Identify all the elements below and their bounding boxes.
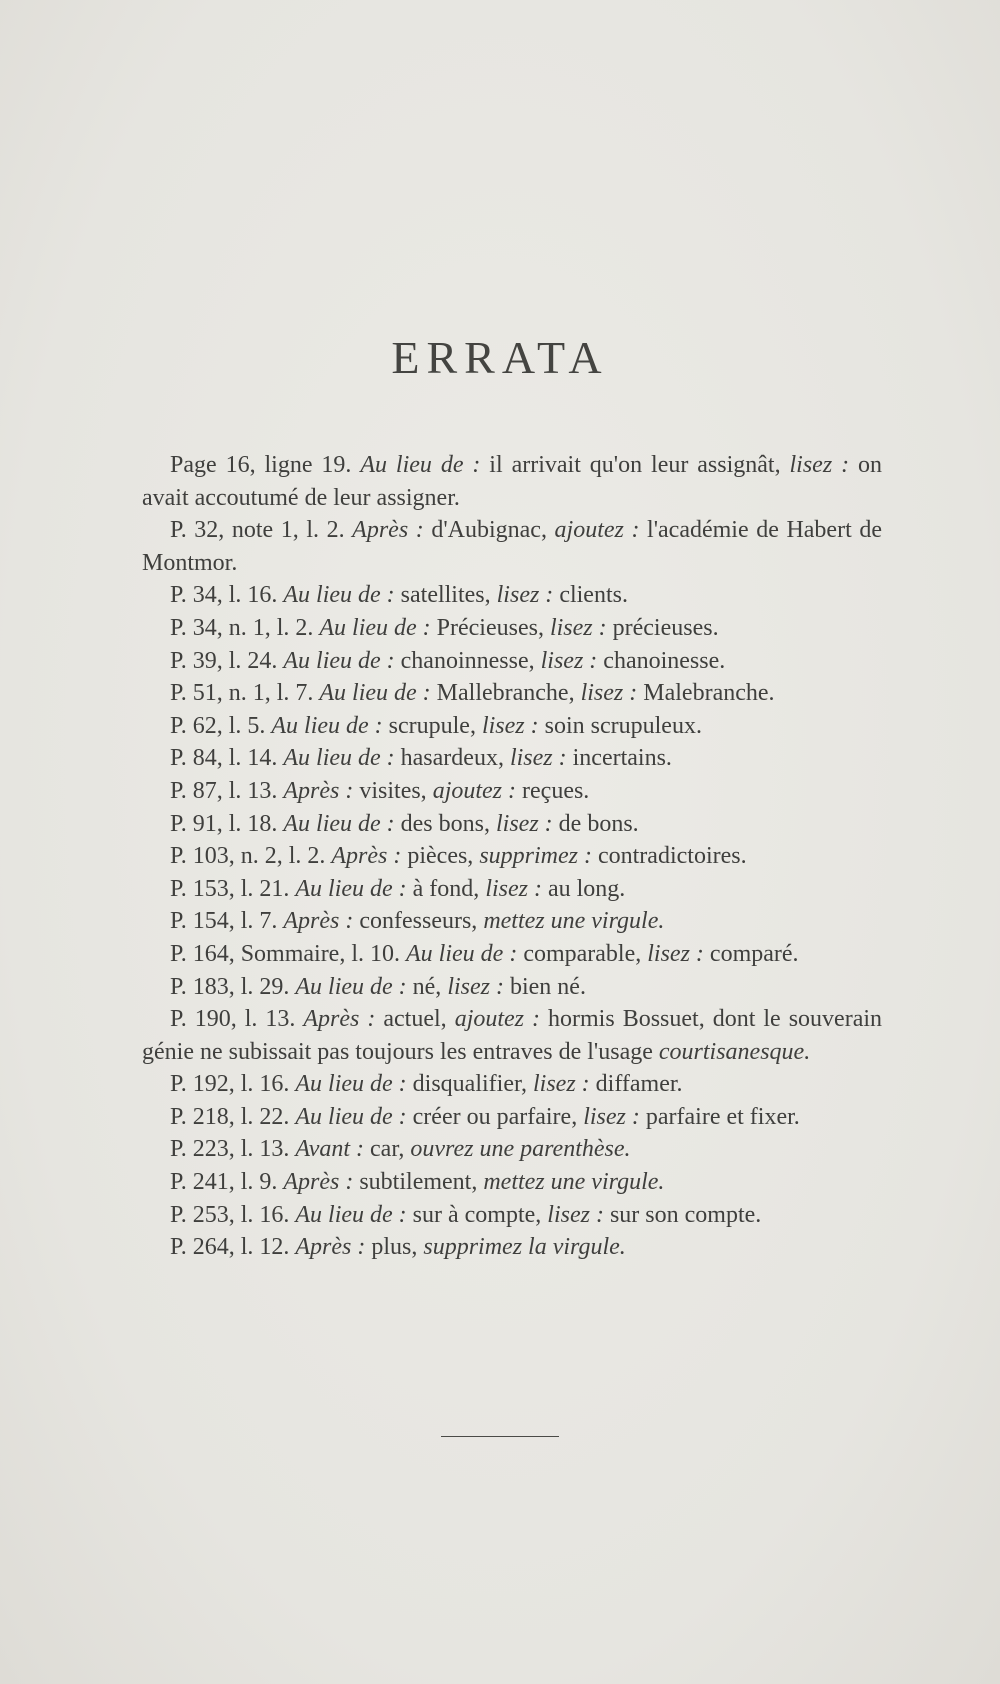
errata-text: satellites, (394, 582, 497, 609)
errata-text: P. 34, l. 16. (170, 582, 284, 609)
errata-text: P. 153, l. 21. (170, 875, 296, 902)
errata-text: P. 62, l. 5. (170, 712, 272, 739)
errata-text: P. 192, l. 16. (170, 1071, 296, 1098)
errata-entry (142, 645, 882, 678)
errata-text: créer ou parfaire, (406, 1103, 584, 1130)
errata-list (142, 449, 882, 1264)
errata-instruction: Après : (283, 1169, 354, 1196)
closing-rule (441, 1436, 559, 1437)
errata-text: chanoinesse. (597, 647, 726, 674)
errata-instruction: courtisanesque. (658, 1038, 811, 1065)
errata-instruction: lisez : (789, 452, 850, 478)
errata-text: visites, (353, 777, 433, 804)
errata-text: l'académie de Habert de Montmor. (142, 517, 882, 576)
errata-instruction: Au lieu de : (295, 973, 407, 1000)
errata-entry (142, 938, 882, 971)
errata-entry (142, 677, 882, 710)
errata-text: P. 91, l. 18. (170, 810, 284, 837)
errata-instruction: Après : (331, 843, 402, 870)
errata-text: P. 218, l. 22. (170, 1103, 296, 1130)
errata-instruction: Au lieu de : (295, 875, 407, 902)
errata-text: contradictoires. (591, 843, 747, 870)
errata-instruction: Au lieu de : (319, 680, 431, 707)
errata-text: P. 253, l. 16. (170, 1201, 296, 1228)
errata-text: chanoinnesse, (394, 647, 541, 674)
errata-entry (142, 710, 882, 743)
errata-instruction: Au lieu de : (406, 940, 518, 967)
errata-entry (142, 905, 882, 938)
errata-text: P. 34, n. 1, l. 2. (170, 614, 320, 641)
errata-entry (142, 1166, 882, 1199)
errata-text: il arrivait qu'on leur assignât, (480, 452, 790, 478)
errata-instruction: Au lieu de : (295, 1201, 407, 1228)
errata-text: Malebranche. (637, 680, 775, 707)
errata-text: soin scrupuleux. (538, 712, 702, 739)
errata-text: on avait accoutumé de leur assigner. (142, 452, 883, 511)
errata-entry (142, 1003, 882, 1068)
errata-instruction: lisez : (549, 614, 607, 641)
errata-instruction: supprimez : (479, 843, 592, 870)
errata-entry (142, 514, 882, 579)
errata-entry (142, 971, 882, 1004)
errata-text: disqualifier, (406, 1071, 533, 1098)
errata-text: P. 164, Sommaire, l. 10. (170, 940, 407, 967)
errata-text: comparable, (517, 940, 648, 967)
errata-text: d'Aubignac, (423, 517, 555, 544)
errata-instruction: lisez : (485, 875, 542, 902)
errata-text: P. 32, note 1, l. 2. (170, 517, 353, 544)
errata-text: P. 103, n. 2, l. 2. (170, 843, 332, 870)
errata-instruction: lisez : (496, 810, 553, 837)
errata-entry (142, 873, 882, 906)
errata-instruction: Après : (295, 1234, 366, 1261)
errata-entry (142, 742, 882, 775)
errata-text: actuel, (375, 1006, 455, 1033)
page-title: ERRATA (391, 331, 609, 383)
errata-text: P. 154, l. 7. (170, 908, 284, 935)
errata-text: P. 223, l. 13. (170, 1136, 296, 1163)
errata-text: reçues. (516, 777, 590, 804)
errata-text: Précieuses, (430, 614, 550, 641)
errata-instruction: ajoutez : (432, 777, 517, 804)
errata-text: hasardeux, (394, 745, 510, 772)
errata-text: subtilement, (353, 1169, 484, 1196)
errata-text: scrupule, (382, 712, 482, 739)
errata-text: parfaire et fixer. (639, 1103, 800, 1130)
errata-instruction: lisez : (496, 582, 554, 609)
errata-text: P. 241, l. 9. (170, 1169, 284, 1196)
errata-text: bien né. (503, 973, 586, 1000)
errata-instruction: lisez : (509, 745, 567, 772)
errata-instruction: Après : (283, 777, 354, 804)
errata-entry (142, 808, 882, 841)
errata-instruction: lisez : (540, 647, 598, 674)
errata-instruction: Avant : (295, 1136, 365, 1163)
errata-text: P. 51, n. 1, l. 7. (170, 680, 320, 707)
errata-instruction: lisez : (547, 1201, 604, 1228)
errata-text: plus, (365, 1234, 424, 1261)
errata-instruction: supprimez la virgule. (423, 1234, 626, 1261)
errata-text: au long. (541, 875, 626, 902)
errata-text: diffamer. (589, 1071, 683, 1098)
errata-instruction: Au lieu de : (283, 582, 395, 609)
errata-text: P. 39, l. 24. (170, 647, 284, 674)
errata-entry (142, 1199, 882, 1232)
errata-instruction: ouvrez une parenthèse. (410, 1136, 631, 1163)
errata-text: de bons. (552, 810, 639, 837)
errata-text: né, (406, 973, 448, 1000)
errata-instruction: Après : (303, 1006, 376, 1033)
errata-instruction: lisez : (447, 973, 504, 1000)
errata-text: P. 84, l. 14. (170, 745, 284, 772)
errata-entry (142, 1068, 882, 1101)
errata-text: confesseurs, (353, 908, 484, 935)
errata-text: précieuses. (606, 614, 719, 641)
errata-text: des bons, (394, 810, 496, 837)
errata-entry (142, 579, 882, 612)
errata-entry (142, 775, 882, 808)
errata-text: P. 190, l. 13. (170, 1006, 304, 1033)
errata-instruction: lisez : (481, 712, 539, 739)
errata-text: Mallebranche, (430, 680, 581, 707)
errata-text: P. 183, l. 29. (170, 973, 296, 1000)
errata-entry (142, 1231, 882, 1264)
errata-text: à fond, (406, 875, 486, 902)
errata-instruction: Au lieu de : (295, 1071, 407, 1098)
errata-text: P. 87, l. 13. (170, 777, 284, 804)
errata-entry (142, 612, 882, 645)
errata-instruction: Après : (283, 908, 354, 935)
errata-entry (142, 449, 882, 514)
errata-instruction: mettez une virgule. (483, 1169, 665, 1196)
errata-instruction: Au lieu de : (283, 745, 395, 772)
errata-instruction: ajoutez : (554, 517, 640, 544)
errata-instruction: Au lieu de : (360, 452, 481, 478)
errata-instruction: Après : (352, 517, 424, 544)
errata-entry (142, 1133, 882, 1166)
errata-instruction: mettez une virgule. (483, 908, 665, 935)
errata-text: Page 16, ligne 19. (170, 452, 361, 478)
errata-instruction: Au lieu de : (283, 810, 395, 837)
errata-text: P. 264, l. 12. (170, 1234, 296, 1261)
errata-text: sur à compte, (406, 1201, 548, 1228)
errata-text: pièces, (401, 843, 480, 870)
errata-text: car, (364, 1136, 411, 1163)
errata-text: clients. (553, 582, 628, 609)
errata-instruction: lisez : (647, 940, 704, 967)
errata-text: hormis Bossuet, dont le souverain génie ne subissait pas toujours les entraves de l'usage (142, 1006, 883, 1065)
errata-entry (142, 840, 882, 873)
errata-instruction: lisez : (533, 1071, 590, 1098)
errata-instruction: Au lieu de : (319, 614, 431, 641)
errata-instruction: lisez : (583, 1103, 640, 1130)
errata-entry (142, 1101, 882, 1134)
errata-instruction: Au lieu de : (271, 712, 383, 739)
errata-instruction: ajoutez : (454, 1006, 541, 1033)
errata-instruction: Au lieu de : (283, 647, 395, 674)
errata-text: incertains. (566, 745, 672, 772)
errata-text: sur son compte. (603, 1201, 762, 1228)
errata-instruction: Au lieu de : (295, 1103, 407, 1130)
errata-instruction: lisez : (580, 680, 638, 707)
errata-text: comparé. (703, 940, 799, 967)
